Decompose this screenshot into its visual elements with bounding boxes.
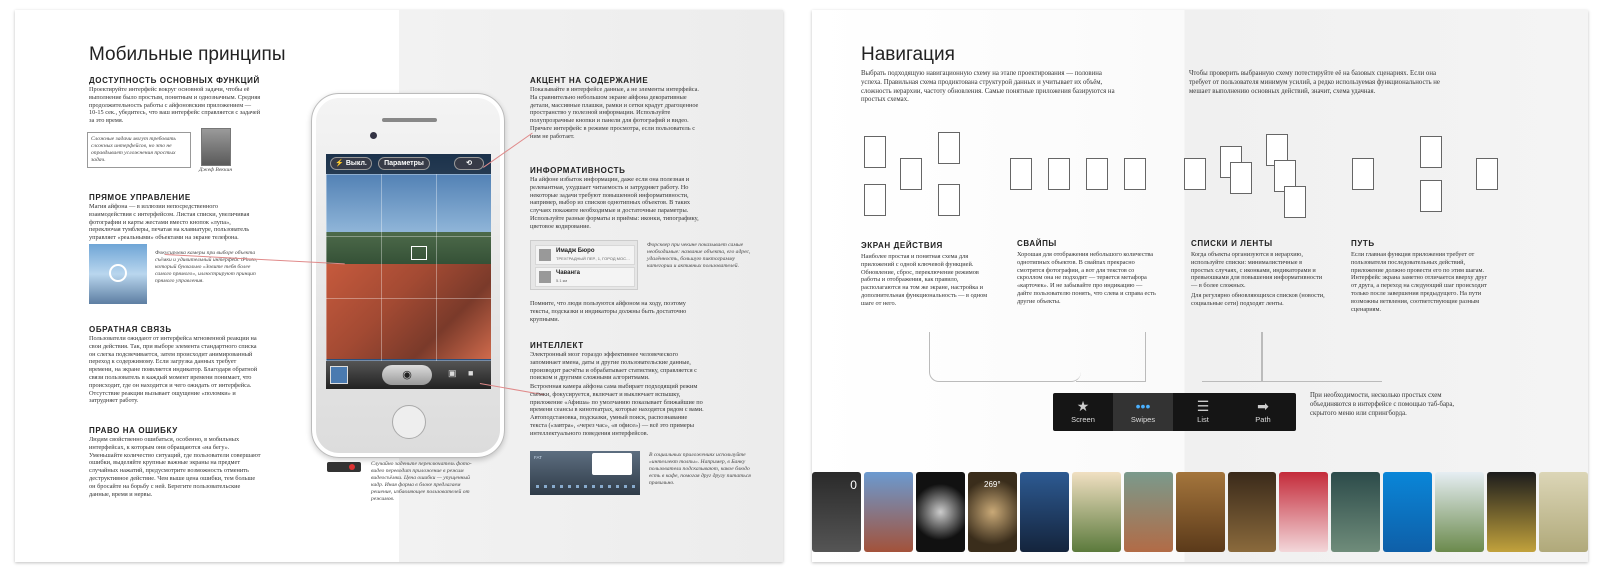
section-text: Людям свойственно ошибаться, особенно, в мобильных интерфейсах, к которым они обращаются «на бегу». Уменьшайте количество ситуаций, где пользователи совершают ошибки, выделяйте крупные важные экраны на предмет случайных нажатий, предусмотрите возможность отменить деструктивное действие. Чем выше цена ошибки, тем больше он бросайте на борьбу с ней. Берегите пользовательские данные, время и нервы. xyxy=(89,436,261,498)
section-text: На айфоне избыток информации, даже если она полезная и релевантная, ухудшает читаемость и затрудняет работу. Но некоторые задачи требуют повышенной информативности, например, выбор из списков однотипных объектов. В таких случаях покажите необходимые и достаточные параметры. Используйте разные форматы и приёмы: иконки, типографику, цветовое кодирование. xyxy=(530,176,699,230)
connector-line xyxy=(1076,332,1146,382)
tab-path[interactable]: ➡ Path xyxy=(1233,393,1293,431)
app-screenshot xyxy=(864,472,913,552)
tab-screen[interactable]: ★ Screen xyxy=(1053,393,1113,431)
list-item-title: Чаванга xyxy=(556,270,580,276)
category-icon xyxy=(539,271,551,283)
star-icon: ★ xyxy=(1076,398,1090,414)
section-text: Если главная функция приложения требует от пользователя последовательных действий, приложение должно провести его по этим шагам. Интерфейс экрана заметно отличается вверху друг от друга, а переход на следующий шаг происходит только после завершения предыдущего. На пути возможны ветвления, соответствующие разным сценариям. xyxy=(1351,251,1488,313)
grid-overlay xyxy=(326,174,491,361)
connector-line xyxy=(1202,332,1262,382)
quote-box: Сложные задачи могут требовать сложных интерфейсов, но это не оправдывает усложнения простых задач. xyxy=(87,132,191,168)
speaker-grille xyxy=(382,118,437,122)
app-screenshot xyxy=(1228,472,1277,552)
section-heading: ДОСТУПНОСТЬ ОСНОВНЫХ ФУНКЦИЙ xyxy=(89,76,260,85)
portrait-image xyxy=(201,128,231,166)
last-photo-thumb[interactable] xyxy=(330,366,348,384)
section-text: Пользователи ожидают от интерфейса мгновенной реакции на свои действия. Так, при выборе элемента стандартного списка он слегка подсвечивается, затем происходит анимированный переход к содержимому. Если загрузка данных требует времени, на экране появляется индикатор. Благодаря обратной связи пользователь в каждый момент времени понимает, что происходит, где он находится и чего ожидать от интерфейса. Отсутствие реакции вызывает ощущение «поломки» и затрудняет работу. xyxy=(89,335,258,405)
list-item[interactable] xyxy=(535,245,635,265)
app-screenshot xyxy=(1435,472,1484,552)
list-item-title: Имадж Бюро xyxy=(556,248,595,254)
shutter-button[interactable]: ◉ xyxy=(382,365,432,385)
right-page xyxy=(812,10,1588,562)
section-text: Магия айфона — в иллюзии непосредственного взаимодействия с интерфейсом. Листая списки, увеличивая фотографии и карты жестами вместо кнопок «лупа», переключая тумблеры, печатая на клавиатуре, пользователь управляет «реальными» объектами на экране телефона. xyxy=(89,203,250,242)
photo-mode-icon[interactable]: ▣ xyxy=(448,368,457,378)
app-screenshot xyxy=(1279,472,1328,552)
mode-switch-image xyxy=(327,462,361,472)
switch-camera-icon[interactable]: ⟲ xyxy=(454,157,484,170)
section-text: Электронный мозг гораздо эффективнее человеческого запоминает имена, даты и другие пользовательские данные, производит расчёты и обрабатывает статистику, справляется с поиском и другими сложными алгоритмами. xyxy=(530,351,697,382)
tab-bar xyxy=(1053,393,1296,431)
intro-text: Чтобы проверить выбранную схему потестируйте её на базовых сценариях. Если она требует от пользователя минимум усилий, а редко используемая функциональность не мешает выполнению основных действий, значит, схема удачная. xyxy=(1189,70,1440,95)
section-heading: ИНФОРМАТИВНОСТЬ xyxy=(530,166,626,175)
front-camera-icon xyxy=(370,132,377,139)
category-icon xyxy=(539,249,551,261)
section-heading: ПРЯМОЕ УПРАВЛЕНИЕ xyxy=(89,193,191,202)
nutrient-label: FAT xyxy=(534,455,542,460)
dots-icon: ••• xyxy=(1135,398,1151,414)
focus-box xyxy=(411,246,427,260)
app-screenshot xyxy=(1124,472,1173,552)
page-title: Мобильные принципы xyxy=(89,44,286,65)
section-text: Помните, что люди пользуются айфоном на ходу, поэтому тексты, подсказки и индикаторы должны быть достаточно крупными. xyxy=(530,300,687,323)
section-heading: СПИСКИ И ЛЕНТЫ xyxy=(1191,239,1273,248)
connector-line xyxy=(1262,332,1382,382)
video-mode-icon[interactable]: ■ xyxy=(468,368,474,378)
list-item[interactable] xyxy=(535,267,635,287)
intro-text: Выбрать подходящую навигационную схему на этапе проектирования — половина успеха. Правильная схема продиктована структурой данных и учитывает их объём, сложность иерархии, частоту обновления. Самые понятные приложения базируются на простых схемах. xyxy=(861,70,1115,104)
app-screenshot xyxy=(1331,472,1380,552)
rating-dots xyxy=(536,485,636,488)
list-item-subtitle: 5.1 км xyxy=(556,278,568,283)
flash-button[interactable]: ⚡ Выкл. xyxy=(330,157,372,170)
tab-list[interactable]: ☰ List xyxy=(1173,393,1233,431)
home-button xyxy=(392,405,426,439)
app-screenshot xyxy=(916,472,965,552)
list-item-subtitle: ТРЕХГРАДНЫЙ ПЕР., 1, ГОРОД МОС… xyxy=(556,256,630,261)
portrait-caption: Джеф Веккин xyxy=(199,167,233,173)
arrow-right-icon: ➡ xyxy=(1257,398,1269,414)
app-screenshot: 269° xyxy=(968,472,1017,552)
section-heading: ОБРАТНАЯ СВЯЗЬ xyxy=(89,325,172,334)
focus-ring-icon xyxy=(109,264,127,282)
connector-line xyxy=(929,332,1081,382)
app-screenshot-strip xyxy=(812,472,1588,552)
options-button[interactable]: Параметры xyxy=(378,157,430,170)
section-heading: ЭКРАН ДЕЙСТВИЯ xyxy=(861,241,943,250)
section-text: Проектируйте интерфейс вокруг основной задачи, чтобы её выполнение было простым, понятным и однозначным. Средняя продолжительность работы с айфоновским приложением — 10-15 сек., убедитесь, что ваш интерфейс справляется с задачей за это время. xyxy=(89,86,261,125)
side-note: При необходимости, несколько простых схем объединяются в интерфейсе с помощью таб-бара, скрытого меню или спрингборда. xyxy=(1310,392,1455,417)
camera-screen xyxy=(326,154,491,389)
app-screenshot: 0 xyxy=(812,472,861,552)
side-note: Форсквер при чекине показывает самые необходимые: название объекта, его адрес, удалённость, большую пиктограмму категории и активных пользователей. xyxy=(647,242,751,269)
section-text: Показывайте в интерфейсе данные, а не элементы интерфейса. На сравнительно небольшом экране айфона декоративные детали, массивные плашки, рамки и сетки крадут драгоценное пространство у полезной информации. Используйте полупрозрачные кнопки и панели для фотографий и видео. Прячьте интерфейс в режиме просмотра, если пользователь с ним не работает. xyxy=(530,86,699,140)
side-note: В социальных приложениях используйте «интеллект толпы». Например, в Банку пользователи подсказывают, какое блюдо есть в кафе, помогая друг другу питаться правильно. xyxy=(649,452,751,486)
app-screenshot xyxy=(1487,472,1536,552)
camera-toolbar xyxy=(326,361,491,389)
section-text: Хорошая для отображения небольшого количества однотипных объектов. В свайпах прекрасно смотрятся фотографии, а вот для текстов со скроллом она не подходит — теряется метафора «карточек». И не забывайте про индикацию — дайте пользователю понять, что слева и справа есть другие объекты. xyxy=(1017,251,1156,305)
tab-swipes[interactable]: ••• Swipes xyxy=(1113,393,1173,431)
side-note: Фокусировка камеры при выборе объекта съёмки и удивительный интерфейс iPhoto, который буквально «Зовите тебя более самого прямого», иллюстрируют принцип прямого управления. xyxy=(155,250,258,284)
section-heading: ПУТЬ xyxy=(1351,239,1375,248)
app-screenshot xyxy=(1176,472,1225,552)
list-icon: ☰ xyxy=(1196,398,1210,414)
section-text: Встроенная камера айфона сама выбирает подходящий режим съёмки, фокусируется, включает и выключает вспышку, приложение «Афиша» по умолчанию показывает ближайшие по времени сеансы в кинотеатрах, которые находятся рядом с вами. Автоподстановка, подсказки, умный поиск, распознавание текста («завтра», «через час», «в офисе») — всё это примеры интеллектуального поведения интерфейсов. xyxy=(530,383,704,437)
section-heading: СВАЙПЫ xyxy=(1017,239,1057,248)
side-note: Случайно заденьте переключатель фото-видео переводит приложение в режим видеосъёмки. Цена ошибки — упущенный кадр. Иная форма в блоке предлагаем решение, избавляющее пользователей от режимов. xyxy=(371,461,472,502)
focus-example-image xyxy=(89,244,147,304)
iphone-illustration xyxy=(311,93,505,458)
food-app-image xyxy=(530,451,640,495)
left-page xyxy=(15,10,783,562)
app-screenshot xyxy=(1539,472,1588,552)
app-screenshot xyxy=(1072,472,1121,552)
app-screenshot xyxy=(1383,472,1432,552)
section-text: Наиболее простая и понятная схема для приложений с одной ключевой функцией. Обновление, сброс, переключение режимов работы и отображения, как правило, располагаются на том же экране, настройка и дополнительная функциональность — в одном шаге от него. xyxy=(861,253,988,307)
section-heading: ПРАВО НА ОШИБКУ xyxy=(89,426,178,435)
foursquare-list xyxy=(530,240,638,290)
dish-card xyxy=(592,453,632,475)
page-title: Навигация xyxy=(861,44,955,65)
section-text: Для регулярно обновляющихся списков (новости, социальные сети) подходят ленты. xyxy=(1191,292,1325,307)
app-screenshot xyxy=(1020,472,1069,552)
section-text: Когда объекты организуются в иерархию, используйте списки: минималистичные в простых случаях, с иконками, индикаторами и превьюшками для повышения информативности — в более сложных. xyxy=(1191,251,1323,290)
section-heading: АКЦЕНТ НА СОДЕРЖАНИЕ xyxy=(530,76,649,85)
section-heading: ИНТЕЛЛЕКТ xyxy=(530,341,584,350)
